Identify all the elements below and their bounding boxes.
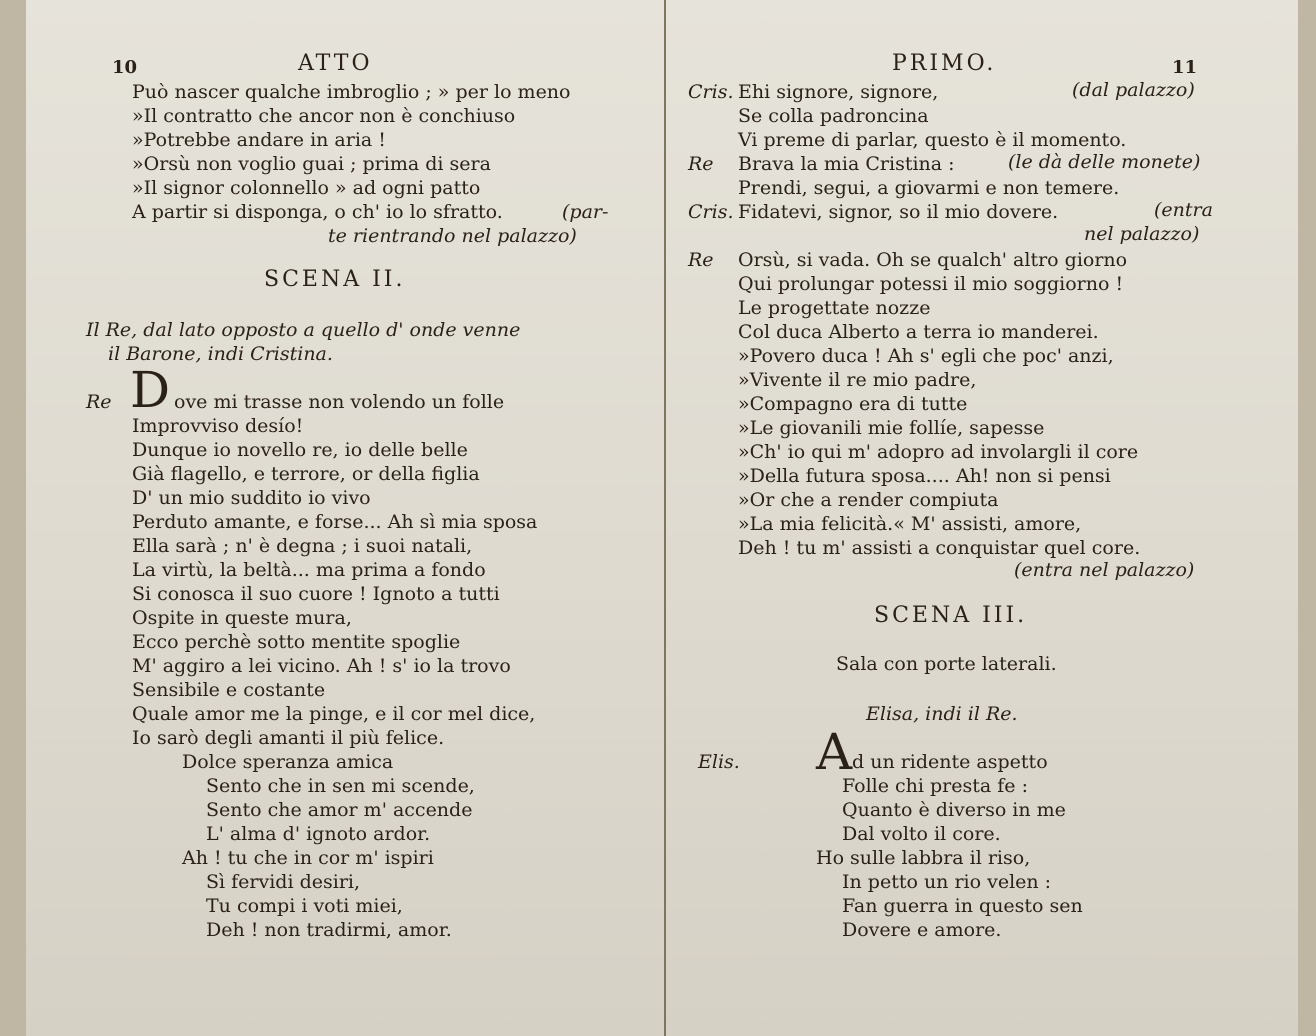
scene-setting: Sala con porte laterali. (836, 653, 1057, 675)
verse-line: Brava la mia Cristina : (738, 153, 955, 175)
verse-line: Ecco perchè sotto mentite spoglie (132, 631, 461, 653)
stage-direction: te rientrando nel palazzo) (328, 225, 577, 247)
verse-line: Già flagello, e terrore, or della figlia (132, 463, 480, 485)
speaker-label: Cris. (688, 81, 734, 103)
verse-line: »Le giovanili mie follíe, sapesse (738, 417, 1045, 439)
page-number: 11 (1172, 57, 1198, 78)
verse-line: »Compagno era di tutte (738, 393, 968, 415)
speaker-label: Re (688, 153, 714, 175)
verse-line: »Della futura sposa.... Ah! non si pensi (738, 465, 1111, 487)
speaker-label: Re (688, 249, 714, 271)
running-head: PRIMO. (892, 51, 997, 76)
verse-line: Qui prolungar potessi il mio soggiorno ! (738, 273, 1124, 295)
verse-line: »Il contratto che ancor non è conchiuso (132, 105, 516, 127)
aria-line: Sento che in sen mi scende, (206, 775, 475, 797)
verse-line: Se colla padroncina (738, 105, 929, 127)
verse-line: Perduto amante, e forse... Ah sì mia sposa (132, 511, 538, 533)
verse-line: Sensibile e costante (132, 679, 326, 701)
verse-line: Folle chi presta fe : (842, 775, 1028, 797)
verse-line: Col duca Alberto a terra io manderei. (738, 321, 1099, 343)
verse-line: Quanto è diverso in me (842, 799, 1066, 821)
stage-direction: (dal palazzo) (1072, 79, 1195, 101)
verse-line: Fidatevi, signor, so il mio dovere. (738, 201, 1059, 223)
verse-line: Improvviso desío! (132, 415, 304, 437)
verse-line: A partir si disponga, o ch' io lo sfratto. (132, 201, 503, 223)
scene-characters: Elisa, indi il Re. (866, 703, 1018, 725)
verse-line: Dovere e amore. (842, 919, 1002, 941)
verse-line: M' aggiro a lei vicino. Ah ! s' io la trovo (132, 655, 511, 677)
verse-line: Può nascer qualche imbroglio ; » per lo meno (132, 81, 571, 103)
verse-line: »La mia felicità.« M' assisti, amore, (738, 513, 1082, 535)
aria-line: Dolce speranza amica (182, 751, 394, 773)
verse-line: Ho sulle labbra il riso, (816, 847, 1031, 869)
scene-title: SCENA II. (264, 267, 406, 292)
verse-line: In petto un rio velen : (842, 871, 1052, 893)
scene-description: il Barone, indi Cristina. (108, 343, 333, 365)
verse-line: Dal volto il core. (842, 823, 1001, 845)
stage-direction: (entra nel palazzo) (1014, 559, 1195, 581)
page-number: 10 (112, 57, 138, 78)
verse-line: Ospite in queste mura, (132, 607, 352, 629)
aria-line: Sì fervidi desiri, (206, 871, 361, 893)
stage-direction: (le dà delle monete) (1008, 151, 1201, 173)
verse-line: Si conosca il suo cuore ! Ignoto a tutti (132, 583, 500, 605)
right-page (666, 0, 1316, 1036)
verse-line: »Il signor colonnello » ad ogni patto (132, 177, 481, 199)
verse-line: Fan guerra in questo sen (842, 895, 1083, 917)
scene-description: Il Re, dal lato opposto a quello d' onde venne (86, 319, 521, 341)
verse-line: d un ridente aspetto (852, 751, 1048, 773)
verse-line: »Povero duca ! Ah s' egli che poc' anzi, (738, 345, 1114, 367)
verse-line: »Or che a render compiuta (738, 489, 999, 511)
verse-line: Quale amor me la pinge, e il cor mel dice, (132, 703, 536, 725)
verse-line: Le progettate nozze (738, 297, 931, 319)
aria-line: Tu compi i voti miei, (206, 895, 403, 917)
verse-line: ove mi trasse non volendo un folle (174, 391, 505, 413)
stage-direction: (entra (1154, 199, 1213, 221)
verse-line: »Vivente il re mio padre, (738, 369, 977, 391)
verse-line: Ella sarà ; n' è degna ; i suoi natali, (132, 535, 473, 557)
verse-line: Prendi, segui, a giovarmi e non temere. (738, 177, 1120, 199)
verse-line: »Potrebbe andare in aria ! (132, 129, 386, 151)
verse-line: »Orsù non voglio guai ; prima di sera (132, 153, 491, 175)
speaker-label: Re (86, 391, 112, 413)
verse-line: Orsù, si vada. Oh se qualch' altro giorno (738, 249, 1128, 271)
stage-direction: nel palazzo) (1084, 223, 1200, 245)
verse-line: La virtù, la beltà... ma prima a fondo (132, 559, 486, 581)
verse-line: »Ch' io qui m' adopro ad involargli il core (738, 441, 1139, 463)
verse-line: D' un mio suddito io vivo (132, 487, 371, 509)
verse-line: Deh ! tu m' assisti a conquistar quel core. (738, 537, 1141, 559)
speaker-label: Elis. (698, 751, 740, 773)
stage-direction: (par- (562, 201, 609, 223)
aria-line: Ah ! tu che in cor m' ispiri (182, 847, 434, 869)
drop-cap: A (816, 723, 853, 781)
drop-cap: D (130, 361, 171, 419)
verse-line: Dunque io novello re, io delle belle (132, 439, 468, 461)
verse-line: Ehi signore, signore, (738, 81, 939, 103)
speaker-label: Cris. (688, 201, 734, 223)
aria-line: Deh ! non tradirmi, amor. (206, 919, 452, 941)
aria-line: L' alma d' ignoto ardor. (206, 823, 431, 845)
scene-title: SCENA III. (874, 603, 1028, 628)
verse-line: Vi preme di parlar, questo è il momento. (738, 129, 1127, 151)
verse-line: Io sarò degli amanti il più felice. (132, 727, 445, 749)
aria-line: Sento che amor m' accende (206, 799, 473, 821)
running-head: ATTO (298, 51, 373, 76)
